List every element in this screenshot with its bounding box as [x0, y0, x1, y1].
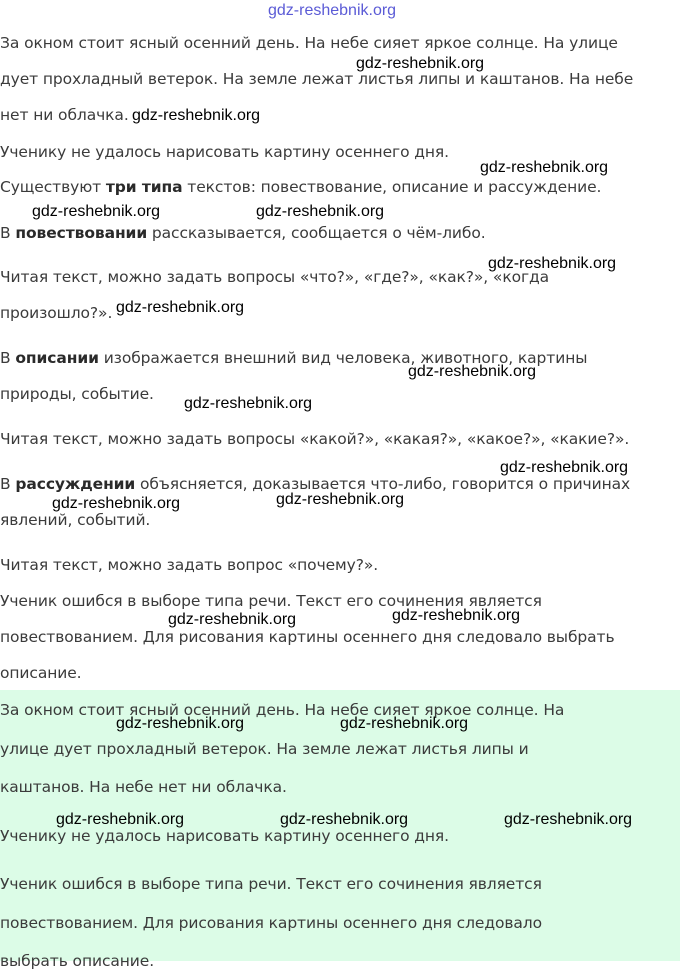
text-line: природы, событие. [0, 385, 154, 403]
watermark: gdz-reshebnik.org [276, 491, 405, 508]
text-line: Ученику не удалось нарисовать картину осеннего дня. [0, 143, 449, 161]
watermark: gdz-reshebnik.org [56, 811, 185, 828]
text-line: Существуют три типа текстов: повествование, описание и рассуждение. [0, 178, 602, 196]
text-line: В рассуждении объясняется, доказывается что-либо, говорится о причинах [0, 475, 631, 493]
bold-term: повествовании [15, 224, 148, 242]
text-line: произошло?». [0, 304, 113, 322]
watermark: gdz-reshebnik.org [168, 611, 297, 628]
answer-line: повествованием. Для рисования картины осеннего дня следовало [0, 914, 542, 932]
text-line: Читая текст, можно задать вопрос «почему?». [0, 556, 379, 574]
watermark: gdz-reshebnik.org [488, 255, 617, 272]
watermark: gdz-reshebnik.org [340, 715, 469, 732]
text-line: описание. [0, 664, 82, 682]
text-line: нет ни облачка. [0, 106, 129, 124]
answer-line: Ученику не удалось нарисовать картину осеннего дня. [0, 827, 449, 845]
answer-line: За окном стоит ясный осенний день. На небе сияет яркое солнце. На [0, 701, 565, 719]
watermark: gdz-reshebnik.org [408, 363, 537, 380]
answer-line: выбрать описание. [0, 952, 155, 970]
site-link[interactable]: gdz-reshebnik.org [268, 2, 397, 19]
watermark: gdz-reshebnik.org [500, 459, 629, 476]
watermark: gdz-reshebnik.org [392, 607, 521, 624]
bold-term: описании [15, 349, 99, 367]
answer-line: Ученик ошибся в выборе типа речи. Текст его сочинения является [0, 875, 542, 893]
watermark: gdz-reshebnik.org [52, 495, 181, 512]
bold-term: три типа [105, 178, 183, 196]
answer-line: каштанов. На небе нет ни облачка. [0, 778, 287, 796]
text-line: В описании изображается внешний вид человека, животного, картины [0, 349, 588, 367]
watermark: gdz-reshebnik.org [480, 159, 609, 176]
text-line: За окном стоит ясный осенний день. На небе сияет яркое солнце. На улице [0, 34, 618, 52]
text-line: дует прохладный ветерок. На земле лежат листья липы и каштанов. На небе [0, 70, 634, 88]
answer-line: улице дует прохладный ветерок. На земле лежат листья липы и [0, 740, 529, 758]
watermark: gdz-reshebnik.org [356, 55, 485, 72]
watermark: gdz-reshebnik.org [504, 811, 633, 828]
bold-term: рассуждении [15, 475, 136, 493]
watermark: gdz-reshebnik.org [32, 203, 161, 220]
watermark: gdz-reshebnik.org [256, 203, 385, 220]
text-line: Читая текст, можно задать вопросы «какой?», «какая?», «какое?», «какие?». [0, 430, 630, 448]
text-line: Ученик ошибся в выборе типа речи. Текст его сочинения является [0, 592, 542, 610]
text-line: Читая текст, можно задать вопросы «что?», «где?», «как?», «когда [0, 268, 550, 286]
text-line: повествованием. Для рисования картины осеннего дня следовало выбрать [0, 628, 615, 646]
watermark: gdz-reshebnik.org [280, 811, 409, 828]
text-line: В повествовании рассказывается, сообщается о чём-либо. [0, 224, 486, 242]
watermark: gdz-reshebnik.org [116, 299, 245, 316]
text-line: явлений, событий. [0, 511, 151, 529]
watermark: gdz-reshebnik.org [132, 107, 261, 124]
watermark: gdz-reshebnik.org [116, 715, 245, 732]
watermark: gdz-reshebnik.org [184, 395, 313, 412]
